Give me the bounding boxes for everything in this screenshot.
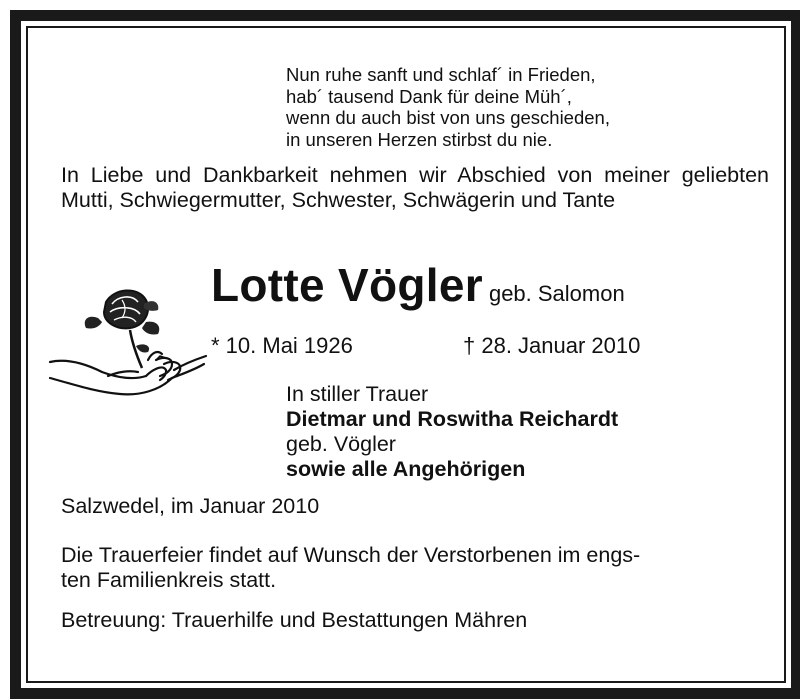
funeral-notice xyxy=(61,543,751,593)
obituary-frame xyxy=(10,10,800,699)
poem xyxy=(286,64,610,150)
obituary-inner-frame xyxy=(26,26,786,683)
mourner-birth-name: geb. Vögler xyxy=(286,432,396,456)
rose-in-hands-icon xyxy=(48,280,208,410)
poem-line: wenn du auch bist von uns geschieden, xyxy=(286,107,610,128)
mourner-names: Dietmar und Roswitha Reichardt xyxy=(286,407,619,431)
mourners-block xyxy=(286,382,618,482)
funeral-care: Betreuung: Trauerhilfe und Bestattungen Mähren xyxy=(61,608,528,632)
place-date: Salzwedel, im Januar 2010 xyxy=(61,494,320,518)
deceased-name: Lotte Vögler xyxy=(211,259,483,311)
funeral-notice-line: ten Familienkreis statt. xyxy=(61,568,277,592)
poem-line: Nun ruhe sanft und schlaf´ in Frieden, xyxy=(286,64,596,85)
relatives-line: sowie alle Angehörigen xyxy=(286,457,526,481)
funeral-notice-line: Die Trauerfeier findet auf Wunsch der Verstorbenen im engs- xyxy=(61,543,641,567)
birth-name: geb. Salomon xyxy=(488,281,625,306)
death-date: † 28. Januar 2010 xyxy=(463,333,641,358)
poem-line: hab´ tausend Dank für deine Müh´, xyxy=(286,85,572,107)
birth-date: * 10. Mai 1926 xyxy=(211,333,353,358)
mourning-phrase: In stiller Trauer xyxy=(286,382,429,406)
deceased-name-line xyxy=(211,258,625,312)
poem-line: in unseren Herzen stirbst du nie. xyxy=(286,128,553,150)
intro-text: In Liebe und Dankbarkeit nehmen wir Abschied von meiner geliebten Mutti, Schwiegermutter, Schwester, Schwägerin und Tante xyxy=(61,163,769,212)
